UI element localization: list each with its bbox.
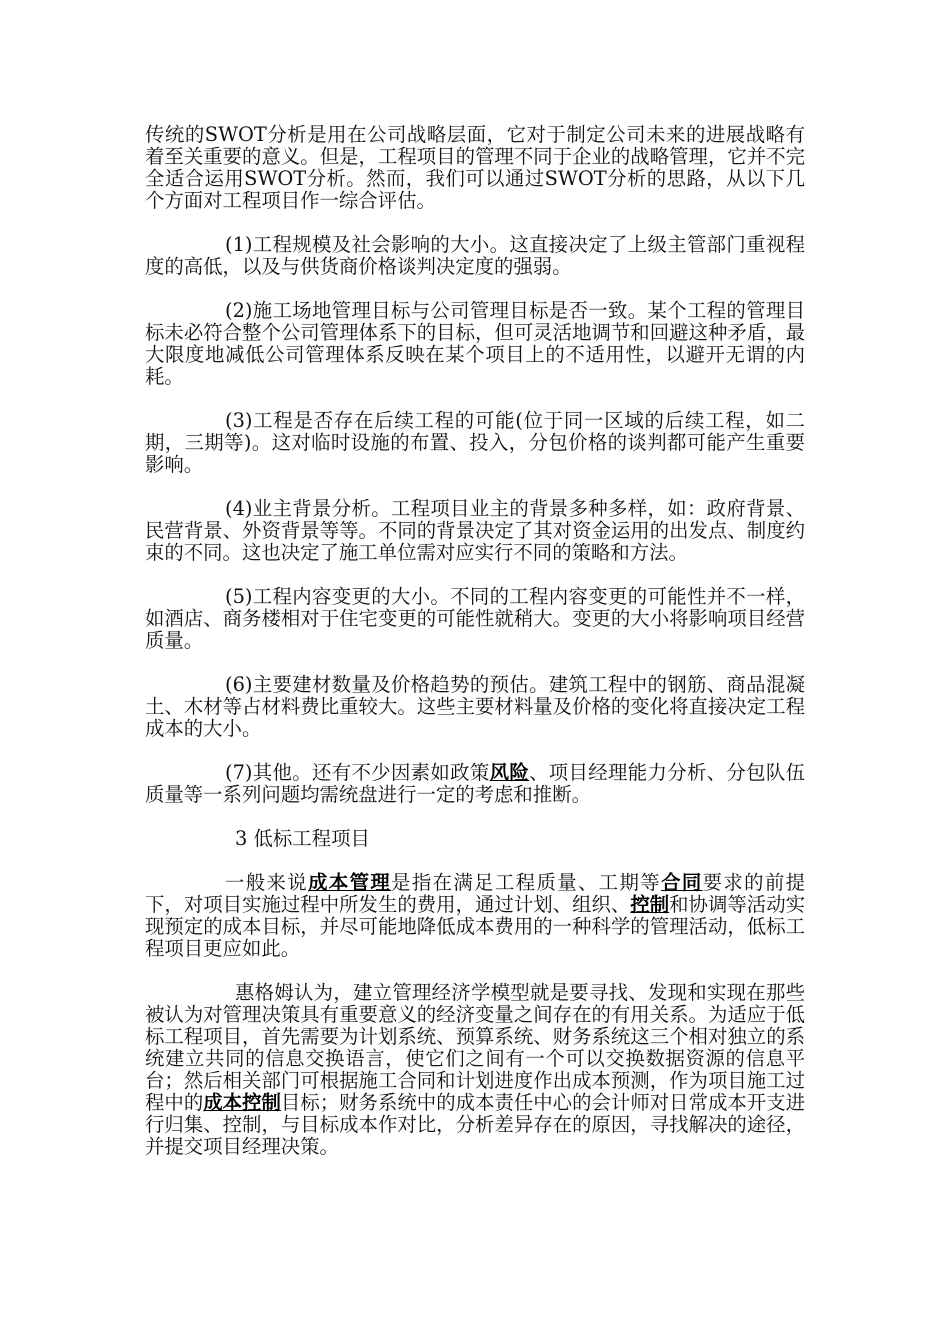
p9-text-b: 目标；财务系统中的成本责任中心的会计师对日常成本开支进行归集、控制，与目标成本作对比，分析差异存在的原因，寻找解决的途径，并提交项目经理决策。 [145, 1091, 806, 1158]
p8-text-b: 是指在满足工程质量、工期等 [391, 871, 662, 894]
item7-text-end: 、项目经理能力分析、分包队伍质量等一系列问题均需统盘进行一定的考虑和推断。 [145, 761, 806, 806]
p8-text-d: 和协调等活动实现预定的成本目标，并尽可能地降低成本费用的一种科学的管理活动，低标工程项目更应如此。 [145, 893, 806, 960]
paragraph-gap [145, 564, 805, 586]
paragraph-gap [145, 652, 805, 674]
paragraph-gap [145, 740, 805, 762]
factor-item-2: (2)施工场地管理目标与公司管理目标是否一致。某个工程的管理目标未必符合整个公司管理体系下的目标，但可灵活地调节和回避这种矛盾，最大限度地减低公司管理体系反映在某个项目上的不适用性，以避开无谓的内耗。 [145, 299, 805, 388]
item7-text-start: (7)其他。还有不少因素如政策 [225, 761, 490, 784]
paragraph-gap [145, 960, 805, 982]
factor-item-7 [145, 762, 805, 806]
paragraph-gap [145, 476, 805, 498]
factor-item-1: (1)工程规模及社会影响的大小。这直接决定了上级主管部门重视程度的高低，以及与供货商价格谈判决定度的强弱。 [145, 233, 805, 278]
paragraph-gap [145, 806, 805, 828]
economic-model-paragraph [145, 982, 805, 1158]
intro-paragraph: 传统的SWOT分析是用在公司战略层面，它对于制定公司未来的进展战略有着至关重要的意义。但是，工程项目的管理不同于企业的战略管理，它并不完全适合运用SWOT分析。然而，我们可以通过SWOT分析的思路，从以下几个方面对工程项目作一综合评估。 [145, 123, 805, 212]
section-heading: 3 低标工程项目 [235, 827, 370, 850]
paragraph-gap [145, 278, 805, 300]
contract-link[interactable]: 合同 [661, 871, 703, 894]
p9-text-a: 惠格姆认为，建立管理经济学模型就是要寻找、发现和实现在那些被认为对管理决策具有重要意义的经济变量之间存在的有用关系。为适应于低标工程项目，首先需要为计划系统、预算系统、财务系统这三个相对独立的系统建立共同的信息交换语言，使它们之间有一个可以交换数据资源的信息平台；然后相关部门可根据施工合同和计划进度作出成本预测，作为项目施工过程中的 [145, 981, 805, 1114]
risk-link[interactable]: 风险 [489, 761, 530, 784]
paragraph-gap [145, 388, 805, 410]
document-body [145, 124, 805, 1158]
cost-management-paragraph [145, 872, 805, 960]
cost-management-link[interactable]: 成本管理 [308, 871, 392, 894]
p8-text-c: 要求的前提下，对项目实施过程中所发生的费用，通过计划、组织、 [145, 871, 806, 916]
paragraph-gap [145, 212, 805, 234]
p8-text-a: 一般来说 [225, 871, 309, 894]
paragraph-gap [145, 850, 805, 872]
factor-item-4: (4)业主背景分析。工程项目业主的背景多种多样，如：政府背景、民营背景、外资背景等等。不同的背景决定了其对资金运用的出发点、制度约束的不同。这也决定了施工单位需对应实行不同的策略和方法。 [145, 497, 805, 564]
factor-item-5: (5)工程内容变更的大小。不同的工程内容变更的可能性并不一样，如酒店、商务楼相对于住宅变更的可能性就稍大。变更的大小将影响项目经营质量。 [145, 585, 805, 652]
control-link[interactable]: 控制 [630, 893, 670, 916]
factor-item-3: (3)工程是否存在后续工程的可能(位于同一区域的后续工程，如二期，三期等)。这对临时设施的布置、投入，分包价格的谈判都可能产生重要影响。 [145, 409, 805, 476]
cost-control-link[interactable]: 成本控制 [203, 1091, 281, 1114]
factor-item-6: (6)主要建材数量及价格趋势的预估。建筑工程中的钢筋、商品混凝土、木材等占材料费比重较大。这些主要材料量及价格的变化将直接决定工程成本的大小。 [145, 673, 805, 740]
